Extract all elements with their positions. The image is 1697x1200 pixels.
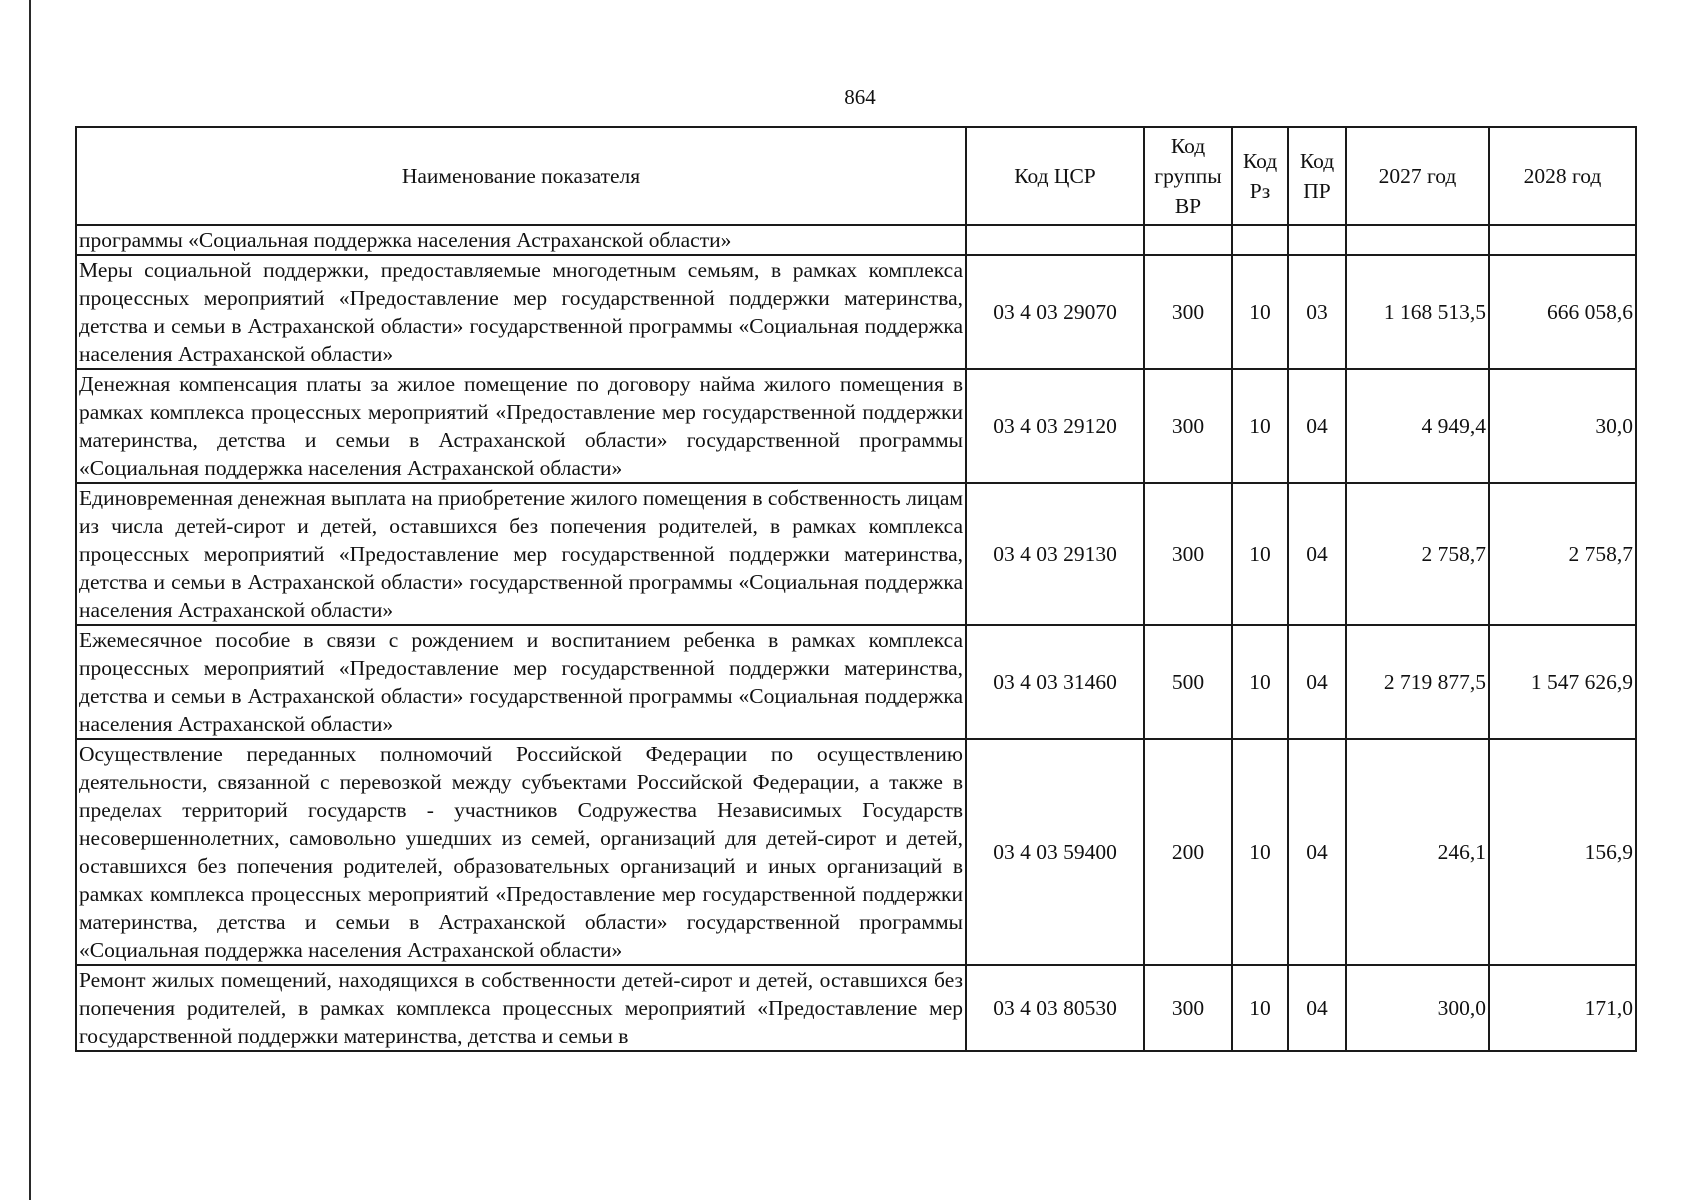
row-2027: 2 719 877,5 [1346, 625, 1489, 739]
row-pr: 04 [1288, 625, 1346, 739]
row-2027: 4 949,4 [1346, 369, 1489, 483]
page-number: 864 [844, 85, 876, 109]
blank-cell [1346, 225, 1489, 255]
table-row-continuation [76, 225, 1636, 255]
row-csr: 03 4 03 29070 [966, 255, 1144, 369]
blank-cell [966, 225, 1144, 255]
row-2027: 1 168 513,5 [1346, 255, 1489, 369]
header-csr: Код ЦСР [966, 127, 1144, 225]
blank-cell [1489, 225, 1636, 255]
row-2027: 246,1 [1346, 739, 1489, 965]
row-rz: 10 [1232, 483, 1288, 625]
row-name: Единовременная денежная выплата на приобретение жилого помещения в собственность лицам из числа детей-сирот и детей, оставшихся без попечения родителей, в рамках комплекса процессных мероприятий «Предоставление мер государственной поддержки материнства, детства и семьи в Астраханской области» государственной программы «Социальная поддержка населения Астраханской области» [76, 483, 966, 625]
row-name: Осуществление переданных полномочий Российской Федерации по осуществлению деятельности, связанной с перевозкой между субъектами Российской Федерации, а также в пределах территорий государств - участников Содружества Независимых Государств несовершеннолетних, самовольно ушедших из семей, организаций для детей-сирот и детей, оставшихся без попечения родителей, образовательных организаций и иных организаций в рамках комплекса процессных мероприятий «Предоставление мер государственной поддержки материнства, детства и семьи в Астраханской области» государственной программы «Социальная поддержка населения Астраханской области» [76, 739, 966, 965]
row-csr: 03 4 03 29130 [966, 483, 1144, 625]
row-2028: 171,0 [1489, 965, 1636, 1051]
row-2028: 2 758,7 [1489, 483, 1636, 625]
header-pr: Код ПР [1288, 127, 1346, 225]
row-2028: 666 058,6 [1489, 255, 1636, 369]
row-csr: 03 4 03 80530 [966, 965, 1144, 1051]
blank-cell [1232, 225, 1288, 255]
row-name: Ремонт жилых помещений, находящихся в собственности детей-сирот и детей, оставшихся без попечения родителей, в рамках комплекса процессных мероприятий «Предоставление мер государственной поддержки материнства, детства и семьи в [76, 965, 966, 1051]
row-vr: 300 [1144, 483, 1232, 625]
row-name: Ежемесячное пособие в связи с рождением и воспитанием ребенка в рамках комплекса процессных мероприятий «Предоставление мер государственной поддержки материнства, детства и семьи в Астраханской области» государственной программы «Социальная поддержка населения Астраханской области» [76, 625, 966, 739]
table-row [76, 369, 1636, 483]
row-2027: 2 758,7 [1346, 483, 1489, 625]
row-csr: 03 4 03 31460 [966, 625, 1144, 739]
row-vr: 300 [1144, 369, 1232, 483]
row-vr: 500 [1144, 625, 1232, 739]
row-rz: 10 [1232, 369, 1288, 483]
table-row [76, 625, 1636, 739]
row-vr: 300 [1144, 255, 1232, 369]
row-csr: 03 4 03 29120 [966, 369, 1144, 483]
blank-cell [1288, 225, 1346, 255]
row-csr: 03 4 03 59400 [966, 739, 1144, 965]
row-rz: 10 [1232, 255, 1288, 369]
row-pr: 04 [1288, 369, 1346, 483]
row-rz: 10 [1232, 625, 1288, 739]
row-vr: 200 [1144, 739, 1232, 965]
row-2028: 30,0 [1489, 369, 1636, 483]
row-rz: 10 [1232, 739, 1288, 965]
table-row [76, 483, 1636, 625]
header-name: Наименование показателя [76, 127, 966, 225]
blank-cell [1144, 225, 1232, 255]
header-vr: Код группы ВР [1144, 127, 1232, 225]
row-pr: 04 [1288, 965, 1346, 1051]
binding-line [29, 0, 31, 1200]
row-2027: 300,0 [1346, 965, 1489, 1051]
row-pr: 04 [1288, 739, 1346, 965]
header-rz: Код Рз [1232, 127, 1288, 225]
header-2027: 2027 год [1346, 127, 1489, 225]
table-row [76, 255, 1636, 369]
row-pr: 03 [1288, 255, 1346, 369]
row-name: Денежная компенсация платы за жилое помещение по договору найма жилого помещения в рамках комплекса процессных мероприятий «Предоставление мер государственной поддержки материнства, детства и семьи в Астраханской области» государственной программы «Социальная поддержка населения Астраханской области» [76, 369, 966, 483]
row-rz: 10 [1232, 965, 1288, 1051]
row-2028: 156,9 [1489, 739, 1636, 965]
header-2028: 2028 год [1489, 127, 1636, 225]
row-pr: 04 [1288, 483, 1346, 625]
row-2028: 1 547 626,9 [1489, 625, 1636, 739]
table-row [76, 965, 1636, 1051]
row-name: Меры социальной поддержки, предоставляемые многодетным семьям, в рамках комплекса процессных мероприятий «Предоставление мер государственной поддержки материнства, детства и семьи в Астраханской области» государственной программы «Социальная поддержка населения Астраханской области» [76, 255, 966, 369]
continuation-text: программы «Социальная поддержка населения Астраханской области» [76, 225, 966, 255]
table-row [76, 739, 1636, 965]
table-header-row [76, 127, 1636, 225]
budget-table [75, 126, 1637, 1052]
row-vr: 300 [1144, 965, 1232, 1051]
